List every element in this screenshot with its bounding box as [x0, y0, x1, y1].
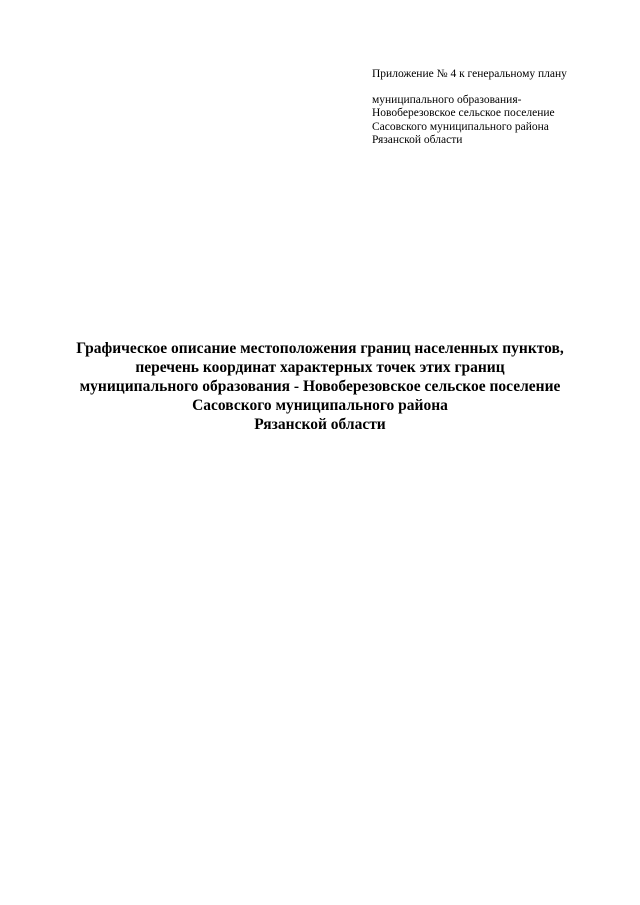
title-line: перечень координат характерных точек этих границ: [135, 359, 505, 376]
document-title: [20, 339, 620, 434]
title-line: Графическое описание местоположения границ населенных пунктов,: [76, 340, 564, 357]
appendix-line: Новоберезовское сельское поселение: [372, 107, 555, 119]
title-line: муниципального образования - Новоберезовское сельское поселение: [79, 378, 561, 395]
appendix-line: Сасовского муниципального района: [372, 120, 549, 133]
appendix-heading: Приложение № 4 к генеральному плану: [372, 68, 567, 80]
title-line: Сасовского муниципального района: [192, 397, 448, 414]
appendix-line: муниципального образования-: [372, 93, 522, 106]
appendix-note: [372, 68, 632, 148]
appendix-line: Рязанской области: [372, 134, 463, 146]
title-line: Рязанской области: [254, 416, 386, 433]
